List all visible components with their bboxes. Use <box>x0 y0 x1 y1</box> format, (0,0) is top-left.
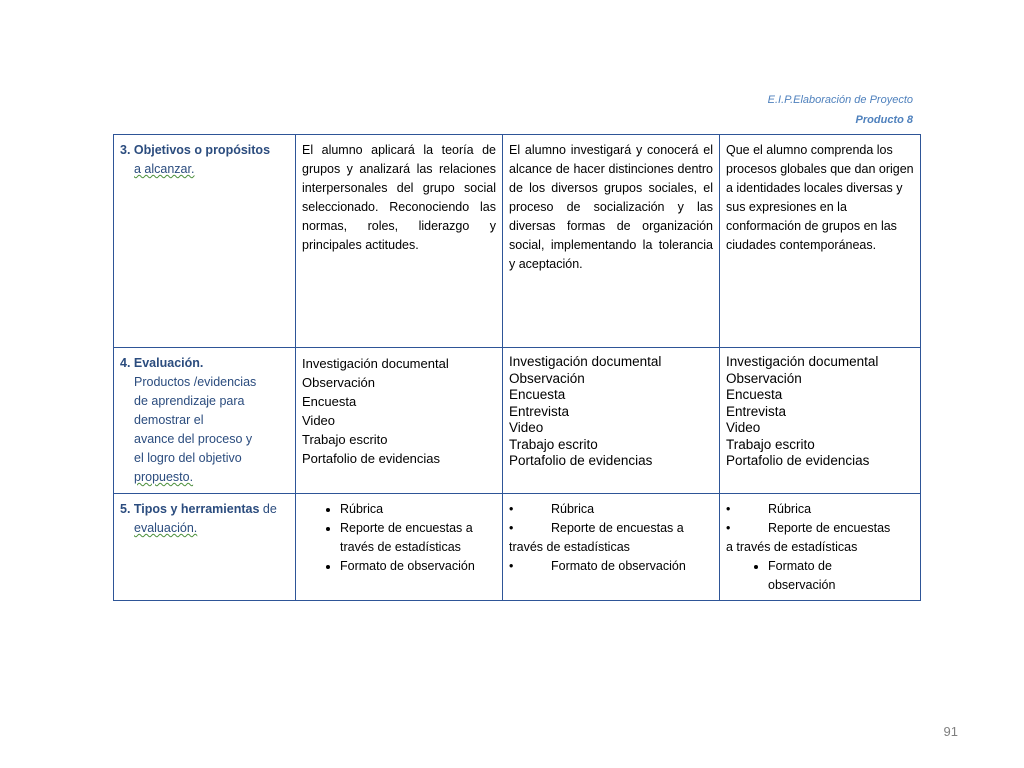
list-item-continued: a través de estadísticas <box>726 540 858 554</box>
header-product: Producto 8 <box>855 114 913 126</box>
list-item: Observación <box>302 375 375 390</box>
list-item: Video <box>302 413 336 428</box>
header-project-title: E.I.P.Elaboración de Proyecto <box>767 94 913 106</box>
page-number: 91 <box>943 724 958 739</box>
list-item: • Rúbrica <box>340 500 496 519</box>
row-label-line: evaluación. <box>134 521 198 535</box>
list-item: Entrevista <box>726 403 787 419</box>
list-item: Encuesta <box>726 387 783 402</box>
project-table <box>113 134 921 601</box>
tipos-col2 <box>503 494 720 601</box>
list-item: Entrevista <box>509 403 570 419</box>
row-label-line: Productos /evidencias <box>134 375 257 389</box>
objetivo-col2: El alumno investigará y conocerá el alcance de hacer distinciones dentro de los diversos grupos sociales, el proceso de socialización y las diversas formas de organización social, implementando la tolerancia y aceptación. <box>503 135 720 348</box>
tipos-col3 <box>720 494 921 601</box>
list-item: • Formato de observación <box>768 557 878 595</box>
list-item: • Reporte de encuestas a <box>509 521 684 535</box>
row-label-line: el logro del objetivo <box>134 451 242 465</box>
list-item: Video <box>726 420 761 435</box>
list-item: Portafolio de evidencias <box>726 453 870 468</box>
list-item: Observación <box>509 370 585 386</box>
list-item-continued: través de estadísticas <box>509 540 630 554</box>
tipos-col1 <box>296 494 503 601</box>
list-item: Video <box>509 420 544 435</box>
list-item: Investigación documental <box>302 356 449 371</box>
list-item: • Reporte de encuestas a través de estadísticas <box>340 519 496 557</box>
evaluacion-col3 <box>720 348 921 494</box>
row-label-objetivos <box>114 135 296 348</box>
row-label-tipos <box>114 494 296 601</box>
table-row-tipos <box>114 494 921 601</box>
list-item: Portafolio de evidencias <box>302 451 441 466</box>
list-item: Portafolio de evidencias <box>509 453 653 468</box>
row-label-evaluacion <box>114 348 296 494</box>
list-item: • Rúbrica <box>509 502 595 516</box>
list-item: Trabajo escrito <box>509 436 598 452</box>
row-label-line: demostrar el <box>134 413 204 427</box>
row-label-title-line: 5. Tipos y herramientas de <box>120 502 277 516</box>
row-label-line: avance del proceso y <box>134 432 253 446</box>
table-row-evaluacion <box>114 348 921 494</box>
document-header <box>768 90 913 130</box>
list-item: Trabajo escrito <box>726 436 815 452</box>
objetivo-col3: Que el alumno comprenda los procesos globales que dan origen a identidades locales diversas y sus expresiones en la conformación de grupos en las ciudades contemporáneas. <box>720 135 921 348</box>
row-label-title: 4. Evaluación. <box>120 356 204 370</box>
evaluacion-col1 <box>296 348 503 494</box>
list-item: Investigación documental <box>509 354 662 369</box>
list-item: • Rúbrica <box>726 502 812 516</box>
list-item: Encuesta <box>509 387 566 402</box>
list-item: Observación <box>726 370 802 386</box>
list-item: • Formato de observación <box>340 557 496 576</box>
row-label-line: a alcanzar. <box>134 162 195 176</box>
row-label-line: propuesto. <box>134 470 194 484</box>
list-item: Investigación documental <box>726 354 879 369</box>
list-item: • Formato de observación <box>509 559 686 573</box>
list-item: Trabajo escrito <box>302 432 388 447</box>
table-row-objetivos <box>114 135 921 348</box>
list-item: • Reporte de encuestas <box>726 521 891 535</box>
objetivo-col1: El alumno aplicará la teoría de grupos y analizará las relaciones interpersonales del grupo social seleccionado. Reconociendo las normas, roles, liderazgo y principales actitudes. <box>296 135 503 348</box>
row-label-line: de aprendizaje para <box>134 394 245 408</box>
row-label-title: 3. Objetivos o propósitos <box>120 143 271 157</box>
evaluacion-col2 <box>503 348 720 494</box>
list-item: Encuesta <box>302 394 357 409</box>
